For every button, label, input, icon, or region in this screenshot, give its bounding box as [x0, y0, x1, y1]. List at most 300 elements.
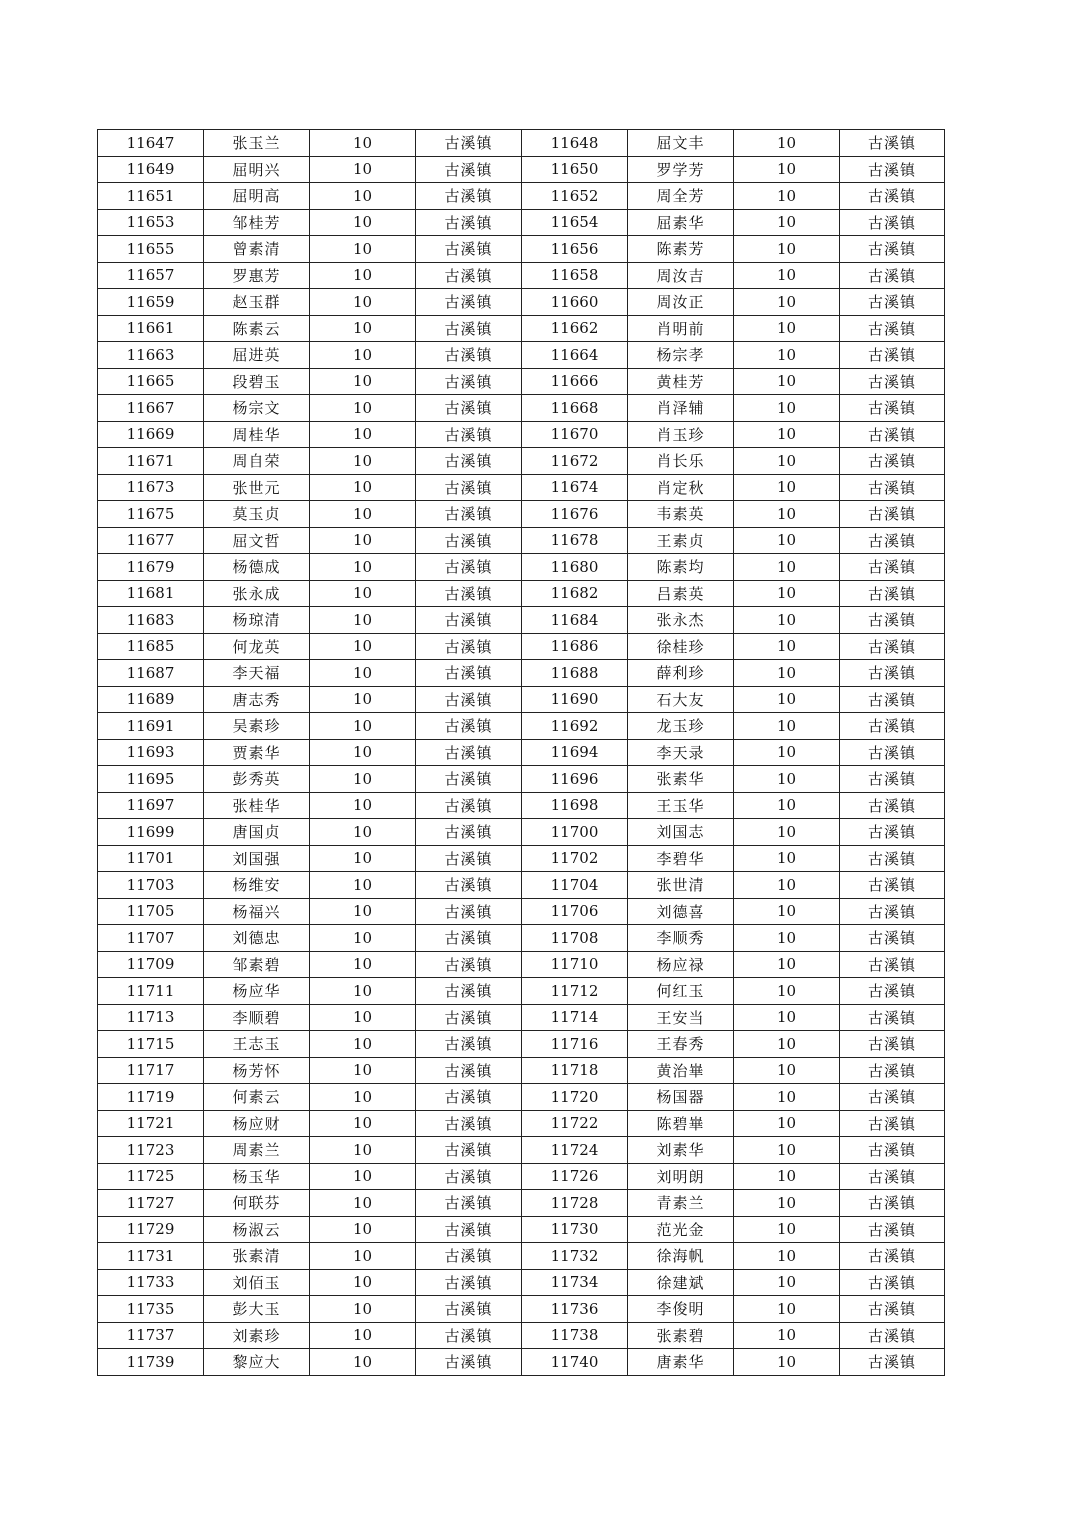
person-name: 陈素云	[204, 315, 310, 342]
town-name: 古溪镇	[416, 448, 522, 475]
record-id: 11737	[98, 1322, 204, 1349]
town-name: 古溪镇	[416, 130, 522, 157]
person-name: 唐素华	[628, 1349, 734, 1376]
record-id: 11655	[98, 236, 204, 263]
record-id: 11724	[522, 1137, 628, 1164]
record-id: 11662	[522, 315, 628, 342]
amount-value: 10	[310, 978, 416, 1005]
person-name: 肖玉珍	[628, 421, 734, 448]
town-name: 古溪镇	[840, 872, 945, 899]
amount-value: 10	[734, 1057, 840, 1084]
person-name: 何素云	[204, 1084, 310, 1111]
person-name: 屈进英	[204, 342, 310, 369]
record-id: 11705	[98, 898, 204, 925]
person-name: 黄桂芳	[628, 368, 734, 395]
record-id: 11739	[98, 1349, 204, 1376]
record-id: 11689	[98, 686, 204, 713]
record-id: 11687	[98, 660, 204, 687]
table-row	[98, 289, 945, 316]
amount-value: 10	[310, 872, 416, 899]
amount-value: 10	[310, 792, 416, 819]
table-row	[98, 1296, 945, 1323]
town-name: 古溪镇	[416, 1349, 522, 1376]
amount-value: 10	[734, 1349, 840, 1376]
record-id: 11647	[98, 130, 204, 157]
person-name: 刘素珍	[204, 1322, 310, 1349]
person-name: 彭大玉	[204, 1296, 310, 1323]
amount-value: 10	[734, 183, 840, 210]
town-name: 古溪镇	[416, 766, 522, 793]
record-id: 11717	[98, 1057, 204, 1084]
town-name: 古溪镇	[840, 315, 945, 342]
person-name: 杨宗文	[204, 395, 310, 422]
record-id: 11675	[98, 501, 204, 528]
person-name: 杨宗孝	[628, 342, 734, 369]
amount-value: 10	[310, 156, 416, 183]
amount-value: 10	[734, 1216, 840, 1243]
record-id: 11692	[522, 713, 628, 740]
town-name: 古溪镇	[840, 580, 945, 607]
amount-value: 10	[310, 1084, 416, 1111]
record-id: 11650	[522, 156, 628, 183]
table-row	[98, 713, 945, 740]
person-name: 赵玉群	[204, 289, 310, 316]
person-name: 杨芳怀	[204, 1057, 310, 1084]
town-name: 古溪镇	[416, 554, 522, 581]
amount-value: 10	[734, 501, 840, 528]
amount-value: 10	[310, 315, 416, 342]
amount-value: 10	[310, 1243, 416, 1270]
amount-value: 10	[734, 130, 840, 157]
amount-value: 10	[310, 1004, 416, 1031]
record-id: 11715	[98, 1031, 204, 1058]
person-name: 肖明前	[628, 315, 734, 342]
table-row	[98, 156, 945, 183]
table-row	[98, 209, 945, 236]
record-id: 11731	[98, 1243, 204, 1270]
town-name: 古溪镇	[416, 819, 522, 846]
amount-value: 10	[310, 1349, 416, 1376]
person-name: 张世元	[204, 474, 310, 501]
record-id: 11734	[522, 1269, 628, 1296]
amount-value: 10	[310, 289, 416, 316]
record-id: 11690	[522, 686, 628, 713]
record-id: 11704	[522, 872, 628, 899]
amount-value: 10	[310, 845, 416, 872]
town-name: 古溪镇	[840, 1084, 945, 1111]
person-name: 王素贞	[628, 527, 734, 554]
amount-value: 10	[310, 766, 416, 793]
amount-value: 10	[734, 527, 840, 554]
record-id: 11686	[522, 633, 628, 660]
town-name: 古溪镇	[840, 1137, 945, 1164]
table-row	[98, 1269, 945, 1296]
town-name: 古溪镇	[840, 1110, 945, 1137]
amount-value: 10	[734, 1110, 840, 1137]
amount-value: 10	[310, 1163, 416, 1190]
amount-value: 10	[310, 554, 416, 581]
table-row	[98, 1216, 945, 1243]
table-row	[98, 1137, 945, 1164]
record-id: 11728	[522, 1190, 628, 1217]
town-name: 古溪镇	[840, 1216, 945, 1243]
person-name: 何红玉	[628, 978, 734, 1005]
table-row	[98, 872, 945, 899]
town-name: 古溪镇	[416, 845, 522, 872]
amount-value: 10	[310, 527, 416, 554]
town-name: 古溪镇	[840, 289, 945, 316]
table-row	[98, 1110, 945, 1137]
person-name: 张玉兰	[204, 130, 310, 157]
amount-value: 10	[734, 872, 840, 899]
amount-value: 10	[734, 660, 840, 687]
town-name: 古溪镇	[840, 554, 945, 581]
table-row	[98, 527, 945, 554]
amount-value: 10	[734, 1004, 840, 1031]
record-id: 11671	[98, 448, 204, 475]
person-name: 屈明高	[204, 183, 310, 210]
record-id: 11709	[98, 951, 204, 978]
record-id: 11722	[522, 1110, 628, 1137]
town-name: 古溪镇	[416, 1163, 522, 1190]
amount-value: 10	[734, 739, 840, 766]
amount-value: 10	[734, 1269, 840, 1296]
amount-value: 10	[310, 686, 416, 713]
record-id: 11738	[522, 1322, 628, 1349]
amount-value: 10	[310, 819, 416, 846]
person-name: 徐建斌	[628, 1269, 734, 1296]
amount-value: 10	[310, 209, 416, 236]
record-id: 11665	[98, 368, 204, 395]
record-id: 11702	[522, 845, 628, 872]
table-row	[98, 739, 945, 766]
town-name: 古溪镇	[416, 527, 522, 554]
table-row	[98, 1163, 945, 1190]
person-name: 张素华	[628, 766, 734, 793]
person-name: 吕素英	[628, 580, 734, 607]
amount-value: 10	[310, 713, 416, 740]
person-name: 李俊明	[628, 1296, 734, 1323]
town-name: 古溪镇	[416, 978, 522, 1005]
table-row	[98, 1004, 945, 1031]
table-row	[98, 766, 945, 793]
town-name: 古溪镇	[840, 686, 945, 713]
record-id: 11725	[98, 1163, 204, 1190]
person-name: 王志玉	[204, 1031, 310, 1058]
record-id: 11656	[522, 236, 628, 263]
person-name: 李天录	[628, 739, 734, 766]
amount-value: 10	[734, 262, 840, 289]
person-name: 徐海帆	[628, 1243, 734, 1270]
table-row	[98, 607, 945, 634]
amount-value: 10	[310, 1190, 416, 1217]
person-name: 刘明朗	[628, 1163, 734, 1190]
person-name: 何龙英	[204, 633, 310, 660]
record-id: 11651	[98, 183, 204, 210]
town-name: 古溪镇	[416, 209, 522, 236]
town-name: 古溪镇	[840, 1004, 945, 1031]
amount-value: 10	[734, 898, 840, 925]
amount-value: 10	[734, 1322, 840, 1349]
person-name: 张桂华	[204, 792, 310, 819]
table-row	[98, 236, 945, 263]
amount-value: 10	[734, 1296, 840, 1323]
table-row	[98, 580, 945, 607]
person-name: 刘佰玉	[204, 1269, 310, 1296]
town-name: 古溪镇	[840, 766, 945, 793]
record-id: 11732	[522, 1243, 628, 1270]
table-row	[98, 1084, 945, 1111]
person-name: 张永杰	[628, 607, 734, 634]
record-id: 11718	[522, 1057, 628, 1084]
amount-value: 10	[310, 183, 416, 210]
record-id: 11670	[522, 421, 628, 448]
table-row	[98, 925, 945, 952]
amount-value: 10	[310, 501, 416, 528]
table-row	[98, 978, 945, 1005]
person-name: 张永成	[204, 580, 310, 607]
record-id: 11673	[98, 474, 204, 501]
town-name: 古溪镇	[416, 1084, 522, 1111]
town-name: 古溪镇	[416, 474, 522, 501]
record-id: 11668	[522, 395, 628, 422]
amount-value: 10	[310, 951, 416, 978]
record-id: 11691	[98, 713, 204, 740]
town-name: 古溪镇	[416, 739, 522, 766]
person-name: 周汝正	[628, 289, 734, 316]
town-name: 古溪镇	[840, 1349, 945, 1376]
table-row	[98, 474, 945, 501]
person-name: 刘国强	[204, 845, 310, 872]
record-id: 11669	[98, 421, 204, 448]
amount-value: 10	[310, 1031, 416, 1058]
table-row	[98, 448, 945, 475]
record-id: 11688	[522, 660, 628, 687]
record-id: 11697	[98, 792, 204, 819]
town-name: 古溪镇	[840, 395, 945, 422]
town-name: 古溪镇	[840, 1243, 945, 1270]
person-name: 屈明兴	[204, 156, 310, 183]
person-name: 刘德喜	[628, 898, 734, 925]
town-name: 古溪镇	[840, 1031, 945, 1058]
record-id: 11703	[98, 872, 204, 899]
person-name: 周桂华	[204, 421, 310, 448]
town-name: 古溪镇	[416, 660, 522, 687]
amount-value: 10	[734, 1163, 840, 1190]
record-id: 11667	[98, 395, 204, 422]
amount-value: 10	[734, 315, 840, 342]
table-row	[98, 845, 945, 872]
record-id: 11648	[522, 130, 628, 157]
town-name: 古溪镇	[416, 1296, 522, 1323]
amount-value: 10	[310, 1110, 416, 1137]
person-name: 罗学芳	[628, 156, 734, 183]
town-name: 古溪镇	[416, 501, 522, 528]
record-id: 11712	[522, 978, 628, 1005]
town-name: 古溪镇	[416, 289, 522, 316]
town-name: 古溪镇	[840, 183, 945, 210]
person-name: 周素兰	[204, 1137, 310, 1164]
record-id: 11676	[522, 501, 628, 528]
person-name: 王安当	[628, 1004, 734, 1031]
record-id: 11681	[98, 580, 204, 607]
amount-value: 10	[734, 1084, 840, 1111]
person-name: 屈文哲	[204, 527, 310, 554]
roster-table	[97, 129, 945, 1376]
amount-value: 10	[310, 1269, 416, 1296]
town-name: 古溪镇	[416, 156, 522, 183]
record-id: 11706	[522, 898, 628, 925]
town-name: 古溪镇	[416, 1322, 522, 1349]
table-row	[98, 1031, 945, 1058]
person-name: 李天福	[204, 660, 310, 687]
amount-value: 10	[734, 156, 840, 183]
record-id: 11663	[98, 342, 204, 369]
record-id: 11700	[522, 819, 628, 846]
record-id: 11714	[522, 1004, 628, 1031]
table-row	[98, 1190, 945, 1217]
person-name: 杨维安	[204, 872, 310, 899]
town-name: 古溪镇	[416, 395, 522, 422]
person-name: 杨国器	[628, 1084, 734, 1111]
town-name: 古溪镇	[840, 951, 945, 978]
table-row	[98, 315, 945, 342]
record-id: 11711	[98, 978, 204, 1005]
amount-value: 10	[734, 845, 840, 872]
person-name: 李顺碧	[204, 1004, 310, 1031]
town-name: 古溪镇	[416, 236, 522, 263]
town-name: 古溪镇	[840, 501, 945, 528]
town-name: 古溪镇	[840, 527, 945, 554]
amount-value: 10	[734, 819, 840, 846]
amount-value: 10	[310, 898, 416, 925]
amount-value: 10	[734, 448, 840, 475]
amount-value: 10	[734, 474, 840, 501]
town-name: 古溪镇	[416, 792, 522, 819]
table-row	[98, 792, 945, 819]
amount-value: 10	[310, 1216, 416, 1243]
record-id: 11677	[98, 527, 204, 554]
amount-value: 10	[310, 262, 416, 289]
record-id: 11649	[98, 156, 204, 183]
person-name: 张世清	[628, 872, 734, 899]
record-id: 11657	[98, 262, 204, 289]
person-name: 吴素珍	[204, 713, 310, 740]
person-name: 肖定秋	[628, 474, 734, 501]
record-id: 11680	[522, 554, 628, 581]
record-id: 11666	[522, 368, 628, 395]
town-name: 古溪镇	[840, 1269, 945, 1296]
amount-value: 10	[734, 289, 840, 316]
person-name: 曾素清	[204, 236, 310, 263]
town-name: 古溪镇	[840, 1057, 945, 1084]
record-id: 11721	[98, 1110, 204, 1137]
town-name: 古溪镇	[416, 342, 522, 369]
town-name: 古溪镇	[840, 792, 945, 819]
amount-value: 10	[734, 236, 840, 263]
town-name: 古溪镇	[416, 1216, 522, 1243]
town-name: 古溪镇	[416, 580, 522, 607]
town-name: 古溪镇	[840, 1322, 945, 1349]
amount-value: 10	[310, 474, 416, 501]
record-id: 11679	[98, 554, 204, 581]
town-name: 古溪镇	[840, 1296, 945, 1323]
person-name: 杨琼清	[204, 607, 310, 634]
person-name: 邹桂芳	[204, 209, 310, 236]
record-id: 11735	[98, 1296, 204, 1323]
table-row	[98, 660, 945, 687]
table-row	[98, 633, 945, 660]
town-name: 古溪镇	[416, 713, 522, 740]
town-name: 古溪镇	[416, 1137, 522, 1164]
town-name: 古溪镇	[840, 130, 945, 157]
amount-value: 10	[310, 660, 416, 687]
town-name: 古溪镇	[840, 925, 945, 952]
town-name: 古溪镇	[416, 1004, 522, 1031]
record-id: 11740	[522, 1349, 628, 1376]
person-name: 邹素碧	[204, 951, 310, 978]
amount-value: 10	[310, 607, 416, 634]
person-name: 刘国志	[628, 819, 734, 846]
person-name: 李碧华	[628, 845, 734, 872]
amount-value: 10	[734, 342, 840, 369]
record-id: 11716	[522, 1031, 628, 1058]
amount-value: 10	[734, 1190, 840, 1217]
town-name: 古溪镇	[840, 660, 945, 687]
record-id: 11726	[522, 1163, 628, 1190]
town-name: 古溪镇	[416, 262, 522, 289]
person-name: 龙玉珍	[628, 713, 734, 740]
town-name: 古溪镇	[840, 607, 945, 634]
town-name: 古溪镇	[416, 1110, 522, 1137]
record-id: 11659	[98, 289, 204, 316]
town-name: 古溪镇	[840, 448, 945, 475]
amount-value: 10	[310, 580, 416, 607]
town-name: 古溪镇	[416, 633, 522, 660]
person-name: 石大友	[628, 686, 734, 713]
town-name: 古溪镇	[416, 1243, 522, 1270]
table-row	[98, 1349, 945, 1376]
person-name: 何联芬	[204, 1190, 310, 1217]
person-name: 周全芳	[628, 183, 734, 210]
person-name: 徐桂珍	[628, 633, 734, 660]
record-id: 11685	[98, 633, 204, 660]
record-id: 11678	[522, 527, 628, 554]
town-name: 古溪镇	[840, 368, 945, 395]
town-name: 古溪镇	[840, 421, 945, 448]
town-name: 古溪镇	[840, 474, 945, 501]
record-id: 11701	[98, 845, 204, 872]
town-name: 古溪镇	[840, 342, 945, 369]
record-id: 11730	[522, 1216, 628, 1243]
record-id: 11729	[98, 1216, 204, 1243]
town-name: 古溪镇	[416, 315, 522, 342]
person-name: 周汝吉	[628, 262, 734, 289]
person-name: 陈碧崋	[628, 1110, 734, 1137]
town-name: 古溪镇	[416, 421, 522, 448]
record-id: 11733	[98, 1269, 204, 1296]
person-name: 肖长乐	[628, 448, 734, 475]
amount-value: 10	[734, 554, 840, 581]
person-name: 王玉华	[628, 792, 734, 819]
table-row	[98, 262, 945, 289]
person-name: 青素兰	[628, 1190, 734, 1217]
town-name: 古溪镇	[840, 633, 945, 660]
amount-value: 10	[734, 713, 840, 740]
person-name: 薛利珍	[628, 660, 734, 687]
person-name: 杨应财	[204, 1110, 310, 1137]
amount-value: 10	[734, 1031, 840, 1058]
